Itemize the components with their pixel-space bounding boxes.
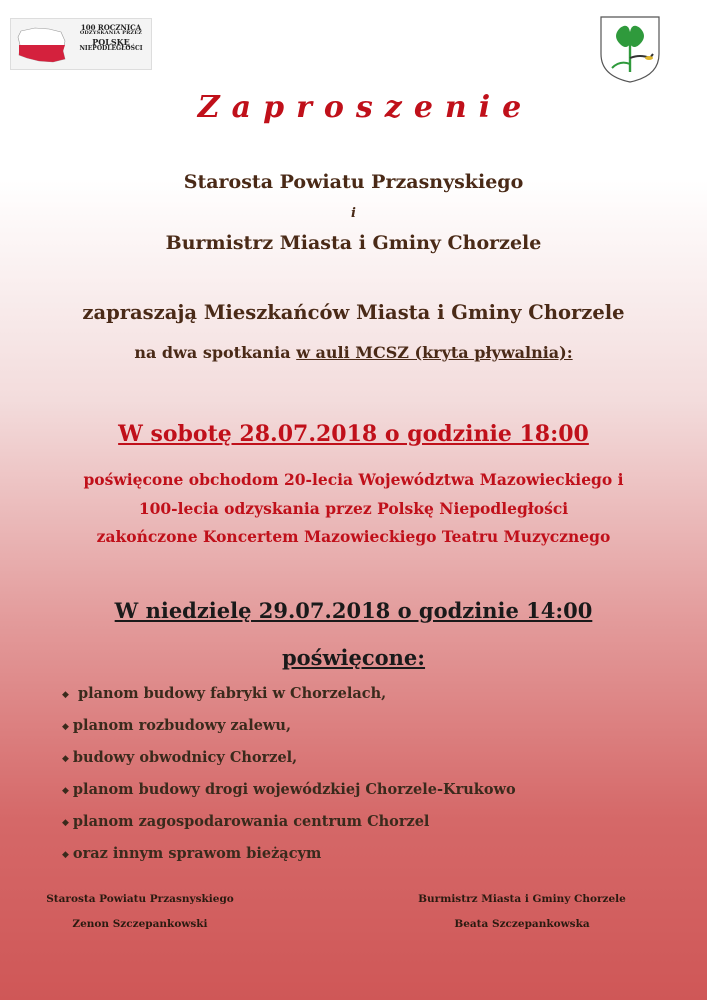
- meetings-prefix: na dwa spotkania: [134, 343, 291, 362]
- meeting1-desc-line3: zakończone Koncertem Mazowieckiego Teatru Muzycznego: [96, 527, 611, 546]
- list-item: ◆ planom rozbudowy zalewu,: [62, 717, 291, 734]
- meeting2-heading: W niedzielę 29.07.2018 o godzinie 14:00: [114, 598, 593, 623]
- host-starosta: Starosta Powiatu Przasnyskiego: [183, 171, 524, 193]
- list-item: ◆ planom budowy drogi wojewódzkiej Chorzele-Krukowo: [62, 781, 516, 798]
- diamond-bullet-icon: ◆: [62, 754, 69, 764]
- invitation-title: Zaproszenie: [197, 90, 534, 125]
- list-item: ◆ planom zagospodarowania centrum Chorzel: [62, 813, 430, 830]
- logo-line1: 100 ROCZNICA: [80, 23, 142, 32]
- meeting1-heading: W sobotę 28.07.2018 o godzinie 18:00: [118, 421, 589, 447]
- meetings-place: w auli MCSZ (kryta pływalnia):: [296, 343, 573, 362]
- signature-right-name: Beata Szczepankowska: [454, 918, 590, 930]
- logo-line3: POLSKĘ: [92, 36, 130, 47]
- diamond-bullet-icon: ◆: [62, 722, 69, 732]
- coat-of-arms-icon: [598, 14, 662, 84]
- signature-left-name: Zenon Szczepankowski: [72, 918, 208, 930]
- diamond-bullet-icon: ◆: [62, 818, 69, 828]
- independence-100-logo: [10, 18, 152, 70]
- meeting1-description: [0, 465, 707, 523]
- list-item: ◆ oraz innym sprawom bieżącym: [62, 845, 322, 862]
- diamond-bullet-icon: ◆: [62, 786, 69, 796]
- invite-line: zapraszają Mieszkańców Miasta i Gminy Chorzele: [82, 301, 625, 324]
- hosts-conjunction: i: [351, 206, 356, 221]
- meeting2-subheading: poświęcone:: [281, 645, 426, 670]
- poland-map-flag-icon: [15, 25, 69, 65]
- meeting2-topics-list: [62, 681, 682, 873]
- signature-left-title: Starosta Powiatu Przasnyskiego: [46, 893, 234, 905]
- host-burmistrz: Burmistrz Miasta i Gminy Chorzele: [165, 232, 542, 254]
- list-item: ◆ budowy obwodnicy Chorzel,: [62, 749, 298, 766]
- diamond-bullet-icon: ◆: [62, 850, 69, 860]
- logo-line2: ODZYSKANIA PRZEZ: [79, 30, 143, 37]
- meeting1-desc-line1: poświęcone obchodom 20-lecia Województwa Mazowieckiego i: [83, 470, 624, 489]
- logo-line4: NIEPODLEGŁOŚCI: [79, 44, 143, 52]
- diamond-bullet-icon: ◆: [62, 690, 69, 700]
- meeting1-desc-line2: 100-lecia odzyskania przez Polskę Niepodległości: [138, 499, 569, 518]
- meetings-line: [0, 343, 707, 362]
- list-item: ◆ planom budowy fabryki w Chorzelach,: [62, 685, 387, 702]
- signature-right-title: Burmistrz Miasta i Gminy Chorzele: [418, 893, 626, 905]
